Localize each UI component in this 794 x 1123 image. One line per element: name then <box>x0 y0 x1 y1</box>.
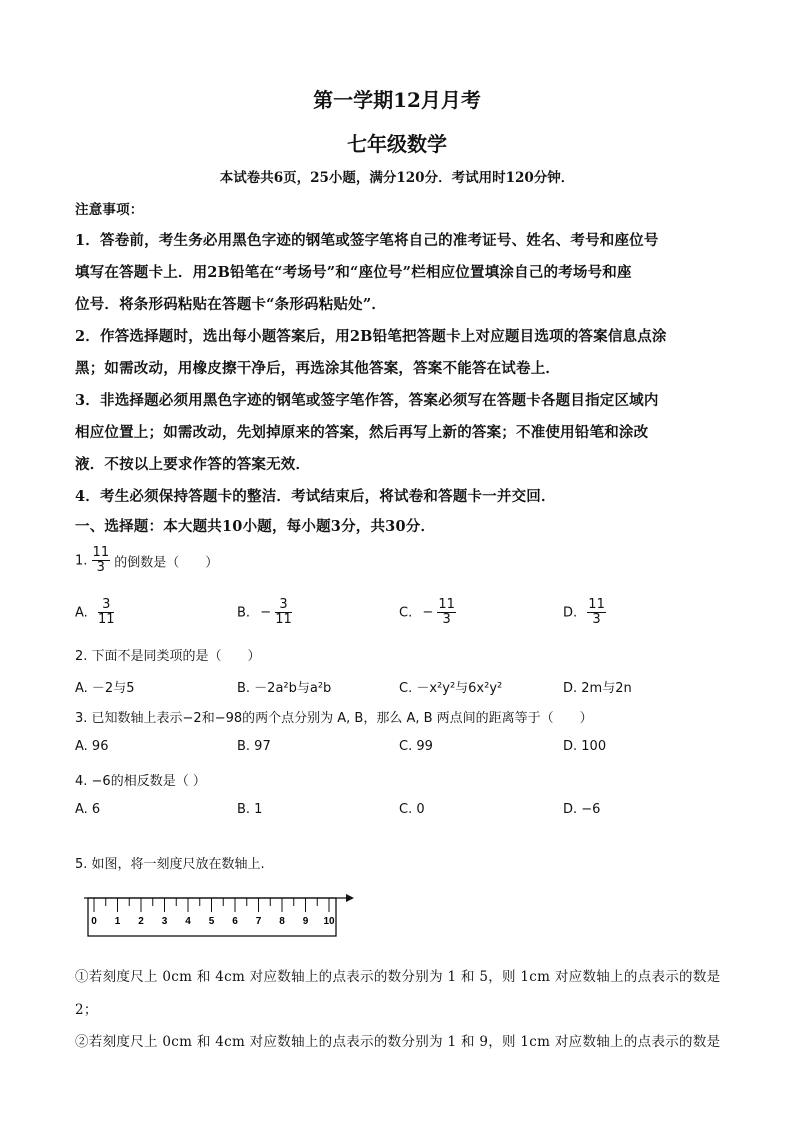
option-c: C. 0 <box>399 802 425 817</box>
question-5-statement-1: ①若刻度尺上 0cm 和 4cm 对应数轴上的点表示的数分别为 1 和 5，则 1cm 对应数轴上的点表示的数是 <box>75 969 721 985</box>
fraction: $\frac{3}{11}$ <box>97 597 115 628</box>
ruler-labels <box>91 916 335 927</box>
question-5: 5. 如图，将一刻度尺放在数轴上. <box>75 857 265 872</box>
option-c: C. − $\frac{11}{3}$ <box>399 597 455 628</box>
option-a: A. 6 <box>75 802 101 817</box>
ruler-label: 2 <box>138 916 144 927</box>
option-b: B. − $\frac{3}{11}$ <box>237 597 292 628</box>
ruler-label: 3 <box>161 916 168 927</box>
question-4: 4. −6的相反数是（ ） <box>75 774 206 789</box>
ruler-label: 6 <box>232 916 238 927</box>
question-stem: 的倒数是（ ） <box>114 555 219 571</box>
question-2: 2. 下面不是同类项的是（ ） <box>75 649 261 664</box>
ruler-label: 7 <box>255 916 262 927</box>
notice-line: 4．考生必须保持答题卡的整洁．考试结束后，将试卷和答题卡一并交回． <box>75 488 556 505</box>
question-3: 3. 已知数轴上表示−2和−98的两个点分别为 A, B，那么 A, B 两点间的距离等于（ ） <box>75 711 593 726</box>
notice-line: 液．不按以上要求作答的答案无效． <box>75 456 311 473</box>
notice-line: 2．作答选择题时，选出每小题答案后，用2B铅笔把答题卡上对应题目选项的答案信息点涂 <box>75 328 667 345</box>
notice-line: 黑；如需改动，用橡皮擦干净后，再选涂其他答案，答案不能答在试卷上． <box>75 360 561 377</box>
notice-heading: 注意事项： <box>75 202 144 218</box>
ruler-label: 9 <box>302 916 309 927</box>
option-b: B. －2a²b与a²b <box>237 681 332 696</box>
option-a: A. $\frac{3}{11}$ <box>75 597 115 628</box>
ruler-figure <box>84 886 356 942</box>
option-a: A. －2与5 <box>75 681 135 696</box>
question-number: 1. <box>75 553 88 569</box>
option-d: D. 100 <box>563 739 607 754</box>
fraction: $\frac{3}{11}$ <box>275 597 292 628</box>
option-b: B. 97 <box>237 739 271 754</box>
option-d: D. −6 <box>563 802 601 817</box>
fraction: $\frac{11}{3}$ <box>92 545 110 576</box>
section-heading: 一、选择题：本大题共10小题，每小题3分，共30分． <box>75 518 436 535</box>
ruler-label: 1 <box>114 916 121 927</box>
notice-line: 相应位置上；如需改动，先划掉原来的答案，然后再写上新的答案；不准使用铅笔和涂改 <box>75 424 649 441</box>
ruler-label: 0 <box>91 916 97 927</box>
option-c: C. 99 <box>399 739 433 754</box>
exam-title: 第一学期12月月考 <box>313 88 481 112</box>
axis-arrow-icon <box>346 894 354 902</box>
option-d: D. $\frac{11}{3}$ <box>563 597 605 628</box>
option-d: D. 2m与2n <box>563 681 632 696</box>
question-5-statement-2: ②若刻度尺上 0cm 和 4cm 对应数轴上的点表示的数分别为 1 和 9，则 1cm 对应数轴上的点表示的数是 <box>75 1034 721 1050</box>
question-5-statement-1-end: 2； <box>75 1002 98 1018</box>
option-b: B. 1 <box>237 802 263 817</box>
ruler-label: 5 <box>208 916 215 927</box>
notice-line: 1．答卷前，考生务必用黑色字迹的钢笔或签字笔将自己的准考证号、姓名、考号和座位号 <box>75 232 659 249</box>
fraction: $\frac{11}{3}$ <box>438 597 455 628</box>
option-c: C. －x²y²与6x²y² <box>399 681 503 696</box>
option-a: A. 96 <box>75 739 109 754</box>
question-1 <box>75 546 218 576</box>
notice-line: 3．非选择题必须用黑色字迹的钢笔或签字笔作答，答案必须写在答题卡各题目指定区域内 <box>75 392 659 409</box>
ruler-ticks <box>94 898 329 912</box>
ruler-label: 4 <box>185 916 191 927</box>
exam-subject: 七年级数学 <box>347 132 447 156</box>
ruler-label: 8 <box>279 916 285 927</box>
notice-line: 位号．将条形码粘贴在答题卡“条形码粘贴处”． <box>75 296 387 313</box>
notice-line: 填写在答题卡上．用2B铅笔在“考场号”和“座位号”栏相应位置填涂自己的考场号和座 <box>75 264 632 281</box>
exam-info: 本试卷共6页，25小题，满分120分．考试用时120分钟． <box>219 170 575 186</box>
fraction: $\frac{11}{3}$ <box>588 597 605 628</box>
ruler-label: 10 <box>323 916 335 927</box>
